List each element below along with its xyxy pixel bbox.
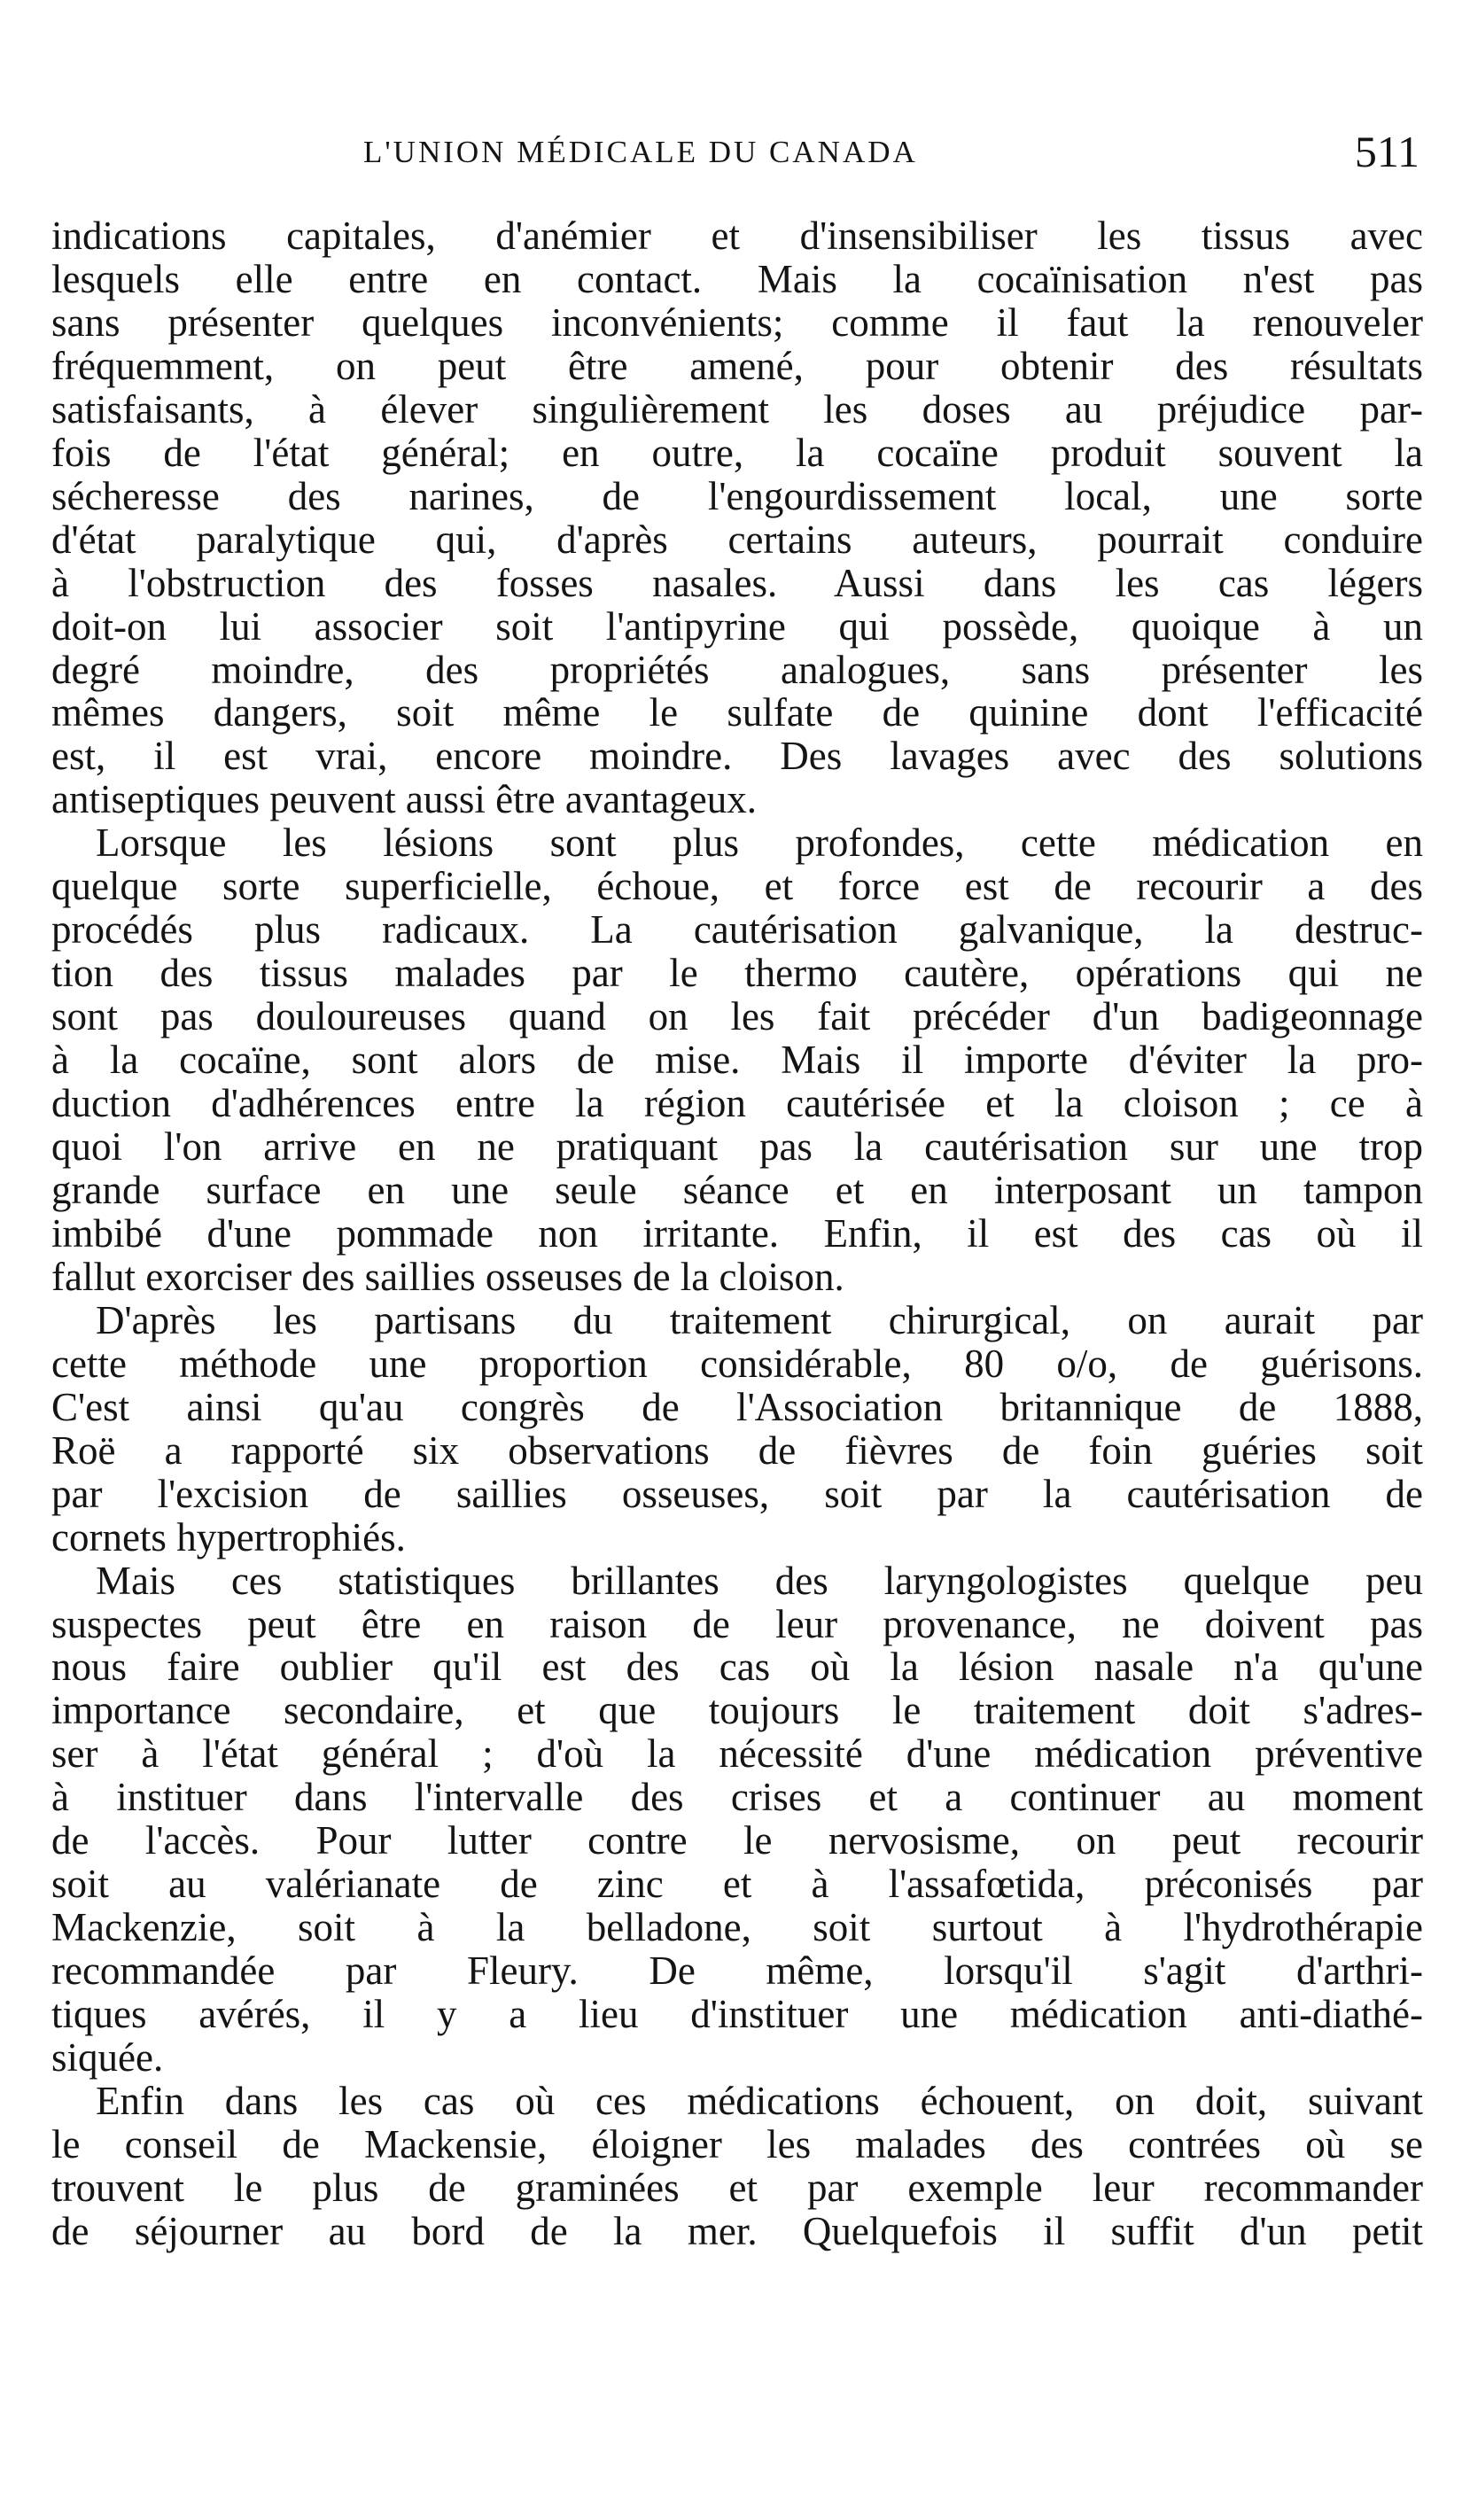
text-line: recommandée par Fleury. De même, lorsqu'il s'agit d'arthri-: [51, 1948, 1423, 1994]
text-line: D'après les partisans du traitement chirurgical, on aurait par: [96, 1297, 1423, 1342]
text-line: fois de l'état général; en outre, la cocaïne produit souvent la: [51, 430, 1423, 475]
text-line: siquée.: [51, 2035, 164, 2081]
text-line: de séjourner au bord de la mer. Quelquefois il suffit d'un petit: [51, 2208, 1423, 2253]
text-line: de l'accès. Pour lutter contre le nervosisme, on peut recourir: [51, 1818, 1423, 1863]
text-line: à l'obstruction des fosses nasales. Aussi dans les cas légers: [51, 560, 1423, 605]
text-line: indications capitales, d'anémier et d'insensibiliser les tissus avec: [51, 214, 1423, 258]
text-line: mêmes dangers, soit même le sulfate de quinine dont l'efficacité: [51, 690, 1423, 735]
text-line: sécheresse des narines, de l'engourdissement local, une sorte: [51, 473, 1423, 518]
text-line: degré moindre, des propriétés analogues, sans présenter les: [51, 647, 1423, 692]
body-text: [51, 214, 1423, 2253]
text-line: fréquemment, on peut être amené, pour obtenir des résultats: [51, 343, 1423, 388]
text-line: cornets hypertrophiés.: [51, 1514, 406, 1559]
text-line: tion des tissus malades par le thermo cautère, opérations qui ne: [51, 951, 1423, 996]
text-line: duction d'adhérences entre la région cautérisée et la cloison ; ce à: [51, 1081, 1423, 1126]
text-line: trouvent le plus de graminées et par exemple leur recommander: [51, 2165, 1423, 2210]
text-line: tiques avérés, il y a lieu d'instituer une médication anti-diathé-: [51, 1992, 1423, 2037]
text-line: ser à l'état général ; d'où la nécessité d'une médication préventive: [51, 1731, 1423, 1777]
text-line: à instituer dans l'intervalle des crises et a continuer au moment: [51, 1775, 1423, 1820]
text-line: Mackenzie, soit à la belladone, soit surtout à l'hydrothérapie: [51, 1905, 1423, 1950]
text-line: cette méthode une proportion considérable, 80 o/o, de guérisons.: [51, 1341, 1423, 1386]
text-line: doit-on lui associer soit l'antipyrine qui possède, quoique à un: [51, 603, 1423, 649]
text-line: est, il est vrai, encore moindre. Des lavages avec des solutions: [51, 734, 1423, 779]
text-line: Mais ces statistiques brillantes des laryngologistes quelque peu: [96, 1558, 1423, 1603]
text-line: grande surface en une seule séance et en interposant un tampon: [51, 1167, 1423, 1212]
text-line: quelque sorte superficielle, échoue, et force est de recourir a des: [51, 864, 1423, 909]
text-line: Enfin dans les cas où ces médications échouent, on doit, suivant: [96, 2078, 1423, 2123]
text-line: antiseptiques peuvent aussi être avantageux.: [51, 777, 757, 822]
page-header: [51, 129, 1423, 183]
text-line: fallut exorciser des saillies osseuses de la cloison.: [51, 1254, 844, 1299]
text-line: Roë a rapporté six observations de fièvres de foin guéries soit: [51, 1427, 1423, 1473]
text-line: Lorsque les lésions sont plus profondes, cette médication en: [96, 821, 1423, 866]
text-line: lesquels elle entre en contact. Mais la cocaïnisation n'est pas: [51, 256, 1423, 301]
text-line: satisfaisants, à élever singulièrement les doses au préjudice par-: [51, 386, 1423, 432]
text-line: sans présenter quelques inconvénients; comme il faut la renouveler: [51, 299, 1423, 345]
text-line: d'état paralytique qui, d'après certains auteurs, pourrait conduire: [51, 517, 1423, 562]
text-line: imbibé d'une pommade non irritante. Enfin, il est des cas où il: [51, 1210, 1423, 1256]
text-line: sont pas douloureuses quand on les fait précéder d'un badigeonnage: [51, 994, 1423, 1039]
text-line: quoi l'on arrive en ne pratiquant pas la cautérisation sur une trop: [51, 1124, 1423, 1170]
journal-page: [51, 0, 1423, 2520]
text-line: par l'excision de saillies osseuses, soit par la cautérisation de: [51, 1471, 1423, 1516]
text-line: soit au valérianate de zinc et à l'assafœtida, préconisés par: [51, 1862, 1423, 1907]
text-line: nous faire oublier qu'il est des cas où la lésion nasale n'a qu'une: [51, 1645, 1423, 1690]
text-line: suspectes peut être en raison de leur provenance, ne doivent pas: [51, 1601, 1423, 1646]
page-number: 511: [1354, 127, 1419, 176]
text-line: C'est ainsi qu'au congrès de l'Association britannique de 1888,: [51, 1384, 1423, 1429]
text-line: à la cocaïne, sont alors de mise. Mais il importe d'éviter la pro-: [51, 1038, 1423, 1083]
text-line: le conseil de Mackensie, éloigner les malades des contrées où se: [51, 2121, 1423, 2166]
text-line: procédés plus radicaux. La cautérisation galvanique, la destruc-: [51, 907, 1423, 953]
text-line: importance secondaire, et que toujours le traitement doit s'adres-: [51, 1688, 1423, 1733]
running-title: L'UNION MÉDICALE DU CANADA: [363, 135, 918, 169]
